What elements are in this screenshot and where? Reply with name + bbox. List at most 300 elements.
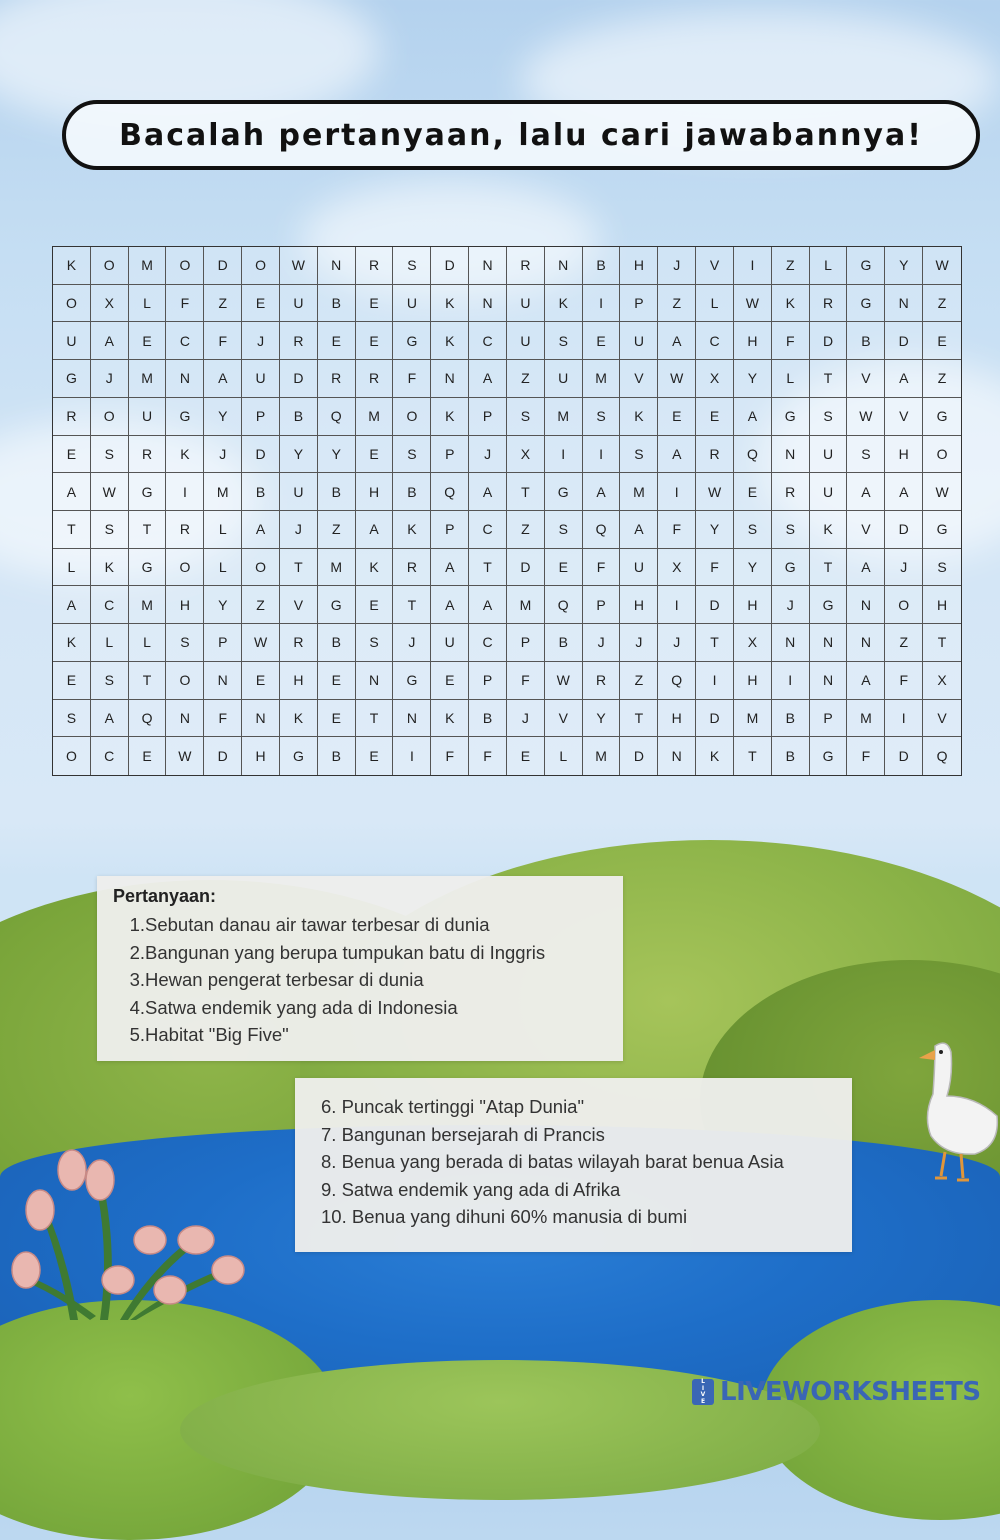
- grid-cell[interactable]: H: [620, 247, 658, 285]
- grid-cell[interactable]: F: [469, 737, 507, 775]
- grid-cell[interactable]: E: [242, 662, 280, 700]
- grid-cell[interactable]: B: [318, 473, 356, 511]
- grid-cell[interactable]: M: [734, 700, 772, 738]
- grid-cell[interactable]: T: [696, 624, 734, 662]
- grid-cell[interactable]: S: [356, 624, 394, 662]
- grid-cell[interactable]: V: [885, 398, 923, 436]
- grid-cell[interactable]: J: [91, 360, 129, 398]
- grid-cell[interactable]: E: [318, 662, 356, 700]
- grid-cell[interactable]: B: [847, 322, 885, 360]
- grid-cell[interactable]: G: [772, 398, 810, 436]
- grid-cell[interactable]: F: [166, 285, 204, 323]
- grid-cell[interactable]: H: [658, 700, 696, 738]
- grid-cell[interactable]: A: [885, 360, 923, 398]
- grid-cell[interactable]: G: [847, 247, 885, 285]
- grid-cell[interactable]: E: [545, 549, 583, 587]
- grid-cell[interactable]: N: [318, 247, 356, 285]
- grid-cell[interactable]: F: [658, 511, 696, 549]
- grid-cell[interactable]: S: [393, 247, 431, 285]
- grid-cell[interactable]: D: [620, 737, 658, 775]
- grid-cell[interactable]: E: [356, 436, 394, 474]
- grid-cell[interactable]: X: [507, 436, 545, 474]
- grid-cell[interactable]: B: [772, 737, 810, 775]
- grid-cell[interactable]: N: [772, 624, 810, 662]
- grid-cell[interactable]: Z: [658, 285, 696, 323]
- grid-cell[interactable]: L: [204, 511, 242, 549]
- grid-cell[interactable]: A: [91, 322, 129, 360]
- grid-cell[interactable]: E: [923, 322, 961, 360]
- grid-cell[interactable]: T: [280, 549, 318, 587]
- grid-cell[interactable]: I: [545, 436, 583, 474]
- grid-cell[interactable]: K: [431, 285, 469, 323]
- grid-cell[interactable]: D: [696, 586, 734, 624]
- grid-cell[interactable]: Q: [431, 473, 469, 511]
- grid-cell[interactable]: A: [583, 473, 621, 511]
- grid-cell[interactable]: U: [242, 360, 280, 398]
- grid-cell[interactable]: O: [53, 737, 91, 775]
- grid-cell[interactable]: L: [696, 285, 734, 323]
- grid-cell[interactable]: U: [810, 473, 848, 511]
- grid-cell[interactable]: G: [393, 662, 431, 700]
- grid-cell[interactable]: D: [204, 247, 242, 285]
- grid-cell[interactable]: E: [507, 737, 545, 775]
- grid-cell[interactable]: P: [810, 700, 848, 738]
- grid-cell[interactable]: A: [847, 473, 885, 511]
- grid-cell[interactable]: I: [166, 473, 204, 511]
- grid-cell[interactable]: V: [696, 247, 734, 285]
- grid-cell[interactable]: A: [658, 322, 696, 360]
- grid-cell[interactable]: P: [204, 624, 242, 662]
- grid-cell[interactable]: U: [431, 624, 469, 662]
- grid-cell[interactable]: T: [469, 549, 507, 587]
- grid-cell[interactable]: J: [658, 624, 696, 662]
- grid-cell[interactable]: O: [242, 549, 280, 587]
- grid-cell[interactable]: P: [242, 398, 280, 436]
- grid-cell[interactable]: I: [393, 737, 431, 775]
- grid-cell[interactable]: C: [91, 737, 129, 775]
- grid-cell[interactable]: U: [545, 360, 583, 398]
- grid-cell[interactable]: Q: [658, 662, 696, 700]
- grid-cell[interactable]: Y: [318, 436, 356, 474]
- grid-cell[interactable]: G: [772, 549, 810, 587]
- grid-cell[interactable]: T: [734, 737, 772, 775]
- grid-cell[interactable]: L: [53, 549, 91, 587]
- grid-cell[interactable]: A: [91, 700, 129, 738]
- grid-cell[interactable]: C: [91, 586, 129, 624]
- grid-cell[interactable]: J: [280, 511, 318, 549]
- grid-cell[interactable]: R: [356, 247, 394, 285]
- grid-cell[interactable]: A: [885, 473, 923, 511]
- grid-cell[interactable]: S: [847, 436, 885, 474]
- grid-cell[interactable]: H: [923, 586, 961, 624]
- grid-cell[interactable]: M: [204, 473, 242, 511]
- grid-cell[interactable]: H: [242, 737, 280, 775]
- grid-cell[interactable]: M: [507, 586, 545, 624]
- grid-cell[interactable]: N: [810, 624, 848, 662]
- grid-cell[interactable]: D: [507, 549, 545, 587]
- grid-cell[interactable]: N: [885, 285, 923, 323]
- grid-cell[interactable]: R: [696, 436, 734, 474]
- grid-cell[interactable]: A: [658, 436, 696, 474]
- grid-cell[interactable]: F: [204, 700, 242, 738]
- grid-cell[interactable]: R: [356, 360, 394, 398]
- grid-cell[interactable]: K: [166, 436, 204, 474]
- grid-cell[interactable]: H: [734, 586, 772, 624]
- grid-cell[interactable]: E: [129, 322, 167, 360]
- grid-cell[interactable]: A: [620, 511, 658, 549]
- grid-cell[interactable]: K: [53, 247, 91, 285]
- grid-cell[interactable]: B: [280, 398, 318, 436]
- grid-cell[interactable]: E: [696, 398, 734, 436]
- grid-cell[interactable]: Q: [545, 586, 583, 624]
- grid-cell[interactable]: K: [431, 322, 469, 360]
- grid-cell[interactable]: I: [658, 586, 696, 624]
- grid-cell[interactable]: T: [356, 700, 394, 738]
- grid-cell[interactable]: L: [129, 624, 167, 662]
- grid-cell[interactable]: Y: [696, 511, 734, 549]
- grid-cell[interactable]: S: [507, 398, 545, 436]
- grid-cell[interactable]: E: [356, 586, 394, 624]
- grid-cell[interactable]: O: [242, 247, 280, 285]
- grid-cell[interactable]: M: [583, 737, 621, 775]
- grid-cell[interactable]: W: [91, 473, 129, 511]
- grid-cell[interactable]: K: [545, 285, 583, 323]
- grid-cell[interactable]: N: [204, 662, 242, 700]
- grid-cell[interactable]: I: [583, 285, 621, 323]
- grid-cell[interactable]: E: [53, 662, 91, 700]
- liveworksheets-logo[interactable]: [692, 1376, 981, 1408]
- grid-cell[interactable]: F: [431, 737, 469, 775]
- grid-cell[interactable]: D: [696, 700, 734, 738]
- grid-cell[interactable]: C: [469, 511, 507, 549]
- grid-cell[interactable]: E: [356, 322, 394, 360]
- grid-cell[interactable]: M: [129, 247, 167, 285]
- grid-cell[interactable]: G: [129, 549, 167, 587]
- grid-cell[interactable]: C: [469, 624, 507, 662]
- grid-cell[interactable]: Y: [204, 398, 242, 436]
- grid-cell[interactable]: Z: [923, 360, 961, 398]
- grid-cell[interactable]: W: [545, 662, 583, 700]
- grid-cell[interactable]: X: [923, 662, 961, 700]
- grid-cell[interactable]: O: [166, 662, 204, 700]
- grid-cell[interactable]: P: [583, 586, 621, 624]
- grid-cell[interactable]: K: [431, 398, 469, 436]
- grid-cell[interactable]: Y: [885, 247, 923, 285]
- grid-cell[interactable]: Q: [734, 436, 772, 474]
- grid-cell[interactable]: S: [620, 436, 658, 474]
- grid-cell[interactable]: U: [129, 398, 167, 436]
- grid-cell[interactable]: A: [356, 511, 394, 549]
- grid-cell[interactable]: B: [318, 285, 356, 323]
- grid-cell[interactable]: N: [658, 737, 696, 775]
- grid-cell[interactable]: R: [280, 624, 318, 662]
- grid-cell[interactable]: H: [885, 436, 923, 474]
- grid-cell[interactable]: I: [734, 247, 772, 285]
- grid-cell[interactable]: E: [583, 322, 621, 360]
- grid-cell[interactable]: R: [583, 662, 621, 700]
- grid-cell[interactable]: B: [583, 247, 621, 285]
- grid-cell[interactable]: K: [393, 511, 431, 549]
- grid-cell[interactable]: B: [772, 700, 810, 738]
- grid-cell[interactable]: G: [847, 285, 885, 323]
- grid-cell[interactable]: A: [469, 473, 507, 511]
- grid-cell[interactable]: E: [53, 436, 91, 474]
- grid-cell[interactable]: B: [318, 737, 356, 775]
- grid-cell[interactable]: L: [810, 247, 848, 285]
- grid-cell[interactable]: V: [280, 586, 318, 624]
- grid-cell[interactable]: G: [166, 398, 204, 436]
- grid-cell[interactable]: I: [658, 473, 696, 511]
- grid-cell[interactable]: R: [393, 549, 431, 587]
- grid-cell[interactable]: T: [507, 473, 545, 511]
- grid-cell[interactable]: Y: [204, 586, 242, 624]
- grid-cell[interactable]: D: [885, 322, 923, 360]
- grid-cell[interactable]: E: [318, 700, 356, 738]
- grid-cell[interactable]: S: [810, 398, 848, 436]
- grid-cell[interactable]: A: [431, 549, 469, 587]
- grid-cell[interactable]: A: [734, 398, 772, 436]
- grid-cell[interactable]: J: [658, 247, 696, 285]
- grid-cell[interactable]: N: [393, 700, 431, 738]
- grid-cell[interactable]: R: [318, 360, 356, 398]
- grid-cell[interactable]: E: [318, 322, 356, 360]
- grid-cell[interactable]: L: [129, 285, 167, 323]
- grid-cell[interactable]: H: [734, 322, 772, 360]
- grid-cell[interactable]: M: [318, 549, 356, 587]
- grid-cell[interactable]: U: [507, 322, 545, 360]
- grid-cell[interactable]: W: [734, 285, 772, 323]
- grid-cell[interactable]: J: [204, 436, 242, 474]
- grid-cell[interactable]: G: [923, 511, 961, 549]
- grid-cell[interactable]: S: [734, 511, 772, 549]
- grid-cell[interactable]: F: [507, 662, 545, 700]
- grid-cell[interactable]: W: [658, 360, 696, 398]
- grid-cell[interactable]: M: [129, 586, 167, 624]
- grid-cell[interactable]: S: [91, 662, 129, 700]
- grid-cell[interactable]: F: [847, 737, 885, 775]
- grid-cell[interactable]: Z: [885, 624, 923, 662]
- grid-cell[interactable]: N: [847, 624, 885, 662]
- grid-cell[interactable]: A: [53, 473, 91, 511]
- grid-cell[interactable]: N: [242, 700, 280, 738]
- grid-cell[interactable]: Y: [583, 700, 621, 738]
- grid-cell[interactable]: G: [923, 398, 961, 436]
- grid-cell[interactable]: E: [734, 473, 772, 511]
- grid-cell[interactable]: S: [166, 624, 204, 662]
- grid-cell[interactable]: D: [204, 737, 242, 775]
- grid-cell[interactable]: W: [923, 473, 961, 511]
- grid-cell[interactable]: H: [166, 586, 204, 624]
- grid-cell[interactable]: K: [91, 549, 129, 587]
- grid-cell[interactable]: W: [280, 247, 318, 285]
- grid-cell[interactable]: K: [431, 700, 469, 738]
- grid-cell[interactable]: W: [847, 398, 885, 436]
- grid-cell[interactable]: F: [696, 549, 734, 587]
- grid-cell[interactable]: K: [696, 737, 734, 775]
- grid-cell[interactable]: A: [469, 360, 507, 398]
- grid-cell[interactable]: J: [620, 624, 658, 662]
- grid-cell[interactable]: O: [91, 398, 129, 436]
- grid-cell[interactable]: U: [53, 322, 91, 360]
- grid-cell[interactable]: W: [166, 737, 204, 775]
- grid-cell[interactable]: N: [469, 247, 507, 285]
- grid-cell[interactable]: U: [810, 436, 848, 474]
- grid-cell[interactable]: T: [53, 511, 91, 549]
- grid-cell[interactable]: D: [885, 511, 923, 549]
- grid-cell[interactable]: K: [620, 398, 658, 436]
- grid-cell[interactable]: X: [658, 549, 696, 587]
- grid-cell[interactable]: B: [393, 473, 431, 511]
- grid-cell[interactable]: M: [356, 398, 394, 436]
- grid-cell[interactable]: T: [620, 700, 658, 738]
- grid-cell[interactable]: L: [204, 549, 242, 587]
- grid-cell[interactable]: D: [885, 737, 923, 775]
- grid-cell[interactable]: D: [280, 360, 318, 398]
- grid-cell[interactable]: M: [545, 398, 583, 436]
- grid-cell[interactable]: S: [772, 511, 810, 549]
- grid-cell[interactable]: V: [620, 360, 658, 398]
- grid-cell[interactable]: S: [583, 398, 621, 436]
- grid-cell[interactable]: H: [620, 586, 658, 624]
- grid-cell[interactable]: E: [242, 285, 280, 323]
- grid-cell[interactable]: E: [431, 662, 469, 700]
- grid-cell[interactable]: N: [356, 662, 394, 700]
- grid-cell[interactable]: G: [53, 360, 91, 398]
- grid-cell[interactable]: C: [696, 322, 734, 360]
- grid-cell[interactable]: P: [431, 436, 469, 474]
- grid-cell[interactable]: G: [129, 473, 167, 511]
- grid-cell[interactable]: J: [885, 549, 923, 587]
- grid-cell[interactable]: R: [507, 247, 545, 285]
- grid-cell[interactable]: I: [885, 700, 923, 738]
- grid-cell[interactable]: Y: [734, 549, 772, 587]
- grid-cell[interactable]: O: [885, 586, 923, 624]
- grid-cell[interactable]: Z: [318, 511, 356, 549]
- grid-cell[interactable]: E: [356, 737, 394, 775]
- grid-cell[interactable]: F: [393, 360, 431, 398]
- grid-cell[interactable]: X: [734, 624, 772, 662]
- grid-cell[interactable]: I: [696, 662, 734, 700]
- grid-cell[interactable]: D: [242, 436, 280, 474]
- grid-cell[interactable]: V: [847, 360, 885, 398]
- grid-cell[interactable]: Z: [507, 511, 545, 549]
- grid-cell[interactable]: Y: [734, 360, 772, 398]
- grid-cell[interactable]: W: [923, 247, 961, 285]
- grid-cell[interactable]: P: [469, 662, 507, 700]
- grid-cell[interactable]: Z: [923, 285, 961, 323]
- grid-cell[interactable]: D: [810, 322, 848, 360]
- grid-cell[interactable]: U: [280, 473, 318, 511]
- grid-cell[interactable]: P: [507, 624, 545, 662]
- grid-cell[interactable]: A: [847, 549, 885, 587]
- grid-cell[interactable]: G: [810, 586, 848, 624]
- grid-cell[interactable]: S: [53, 700, 91, 738]
- grid-cell[interactable]: I: [583, 436, 621, 474]
- grid-cell[interactable]: E: [129, 737, 167, 775]
- grid-cell[interactable]: P: [620, 285, 658, 323]
- grid-cell[interactable]: H: [356, 473, 394, 511]
- grid-cell[interactable]: B: [469, 700, 507, 738]
- grid-cell[interactable]: B: [545, 624, 583, 662]
- grid-cell[interactable]: K: [53, 624, 91, 662]
- grid-cell[interactable]: A: [204, 360, 242, 398]
- grid-cell[interactable]: X: [91, 285, 129, 323]
- grid-cell[interactable]: A: [53, 586, 91, 624]
- grid-cell[interactable]: M: [847, 700, 885, 738]
- grid-cell[interactable]: U: [507, 285, 545, 323]
- grid-cell[interactable]: M: [129, 360, 167, 398]
- grid-cell[interactable]: K: [356, 549, 394, 587]
- grid-cell[interactable]: A: [242, 511, 280, 549]
- grid-cell[interactable]: T: [810, 360, 848, 398]
- grid-cell[interactable]: W: [696, 473, 734, 511]
- grid-cell[interactable]: N: [545, 247, 583, 285]
- grid-cell[interactable]: V: [923, 700, 961, 738]
- grid-cell[interactable]: R: [53, 398, 91, 436]
- grid-cell[interactable]: B: [242, 473, 280, 511]
- grid-cell[interactable]: Z: [242, 586, 280, 624]
- grid-cell[interactable]: L: [91, 624, 129, 662]
- grid-cell[interactable]: G: [545, 473, 583, 511]
- grid-cell[interactable]: G: [393, 322, 431, 360]
- grid-cell[interactable]: O: [393, 398, 431, 436]
- grid-cell[interactable]: U: [280, 285, 318, 323]
- grid-cell[interactable]: A: [431, 586, 469, 624]
- grid-cell[interactable]: T: [810, 549, 848, 587]
- grid-cell[interactable]: R: [810, 285, 848, 323]
- grid-cell[interactable]: Q: [318, 398, 356, 436]
- grid-cell[interactable]: N: [810, 662, 848, 700]
- grid-cell[interactable]: Z: [507, 360, 545, 398]
- grid-cell[interactable]: D: [431, 247, 469, 285]
- grid-cell[interactable]: O: [166, 247, 204, 285]
- grid-cell[interactable]: K: [772, 285, 810, 323]
- grid-cell[interactable]: M: [620, 473, 658, 511]
- grid-cell[interactable]: J: [583, 624, 621, 662]
- grid-cell[interactable]: O: [53, 285, 91, 323]
- grid-cell[interactable]: J: [469, 436, 507, 474]
- grid-cell[interactable]: O: [166, 549, 204, 587]
- grid-cell[interactable]: Z: [204, 285, 242, 323]
- grid-cell[interactable]: B: [318, 624, 356, 662]
- grid-cell[interactable]: S: [91, 511, 129, 549]
- grid-cell[interactable]: F: [583, 549, 621, 587]
- grid-cell[interactable]: X: [696, 360, 734, 398]
- grid-cell[interactable]: A: [847, 662, 885, 700]
- grid-cell[interactable]: C: [469, 322, 507, 360]
- grid-cell[interactable]: N: [166, 360, 204, 398]
- grid-cell[interactable]: S: [545, 511, 583, 549]
- grid-cell[interactable]: M: [583, 360, 621, 398]
- grid-cell[interactable]: R: [280, 322, 318, 360]
- grid-cell[interactable]: O: [91, 247, 129, 285]
- grid-cell[interactable]: Z: [620, 662, 658, 700]
- grid-cell[interactable]: Q: [583, 511, 621, 549]
- grid-cell[interactable]: N: [469, 285, 507, 323]
- grid-cell[interactable]: H: [734, 662, 772, 700]
- grid-cell[interactable]: E: [356, 285, 394, 323]
- grid-cell[interactable]: T: [393, 586, 431, 624]
- grid-cell[interactable]: U: [620, 322, 658, 360]
- grid-cell[interactable]: R: [129, 436, 167, 474]
- grid-cell[interactable]: N: [166, 700, 204, 738]
- grid-cell[interactable]: J: [772, 586, 810, 624]
- grid-cell[interactable]: V: [847, 511, 885, 549]
- grid-cell[interactable]: O: [923, 436, 961, 474]
- grid-cell[interactable]: F: [204, 322, 242, 360]
- grid-cell[interactable]: Y: [280, 436, 318, 474]
- grid-cell[interactable]: C: [166, 322, 204, 360]
